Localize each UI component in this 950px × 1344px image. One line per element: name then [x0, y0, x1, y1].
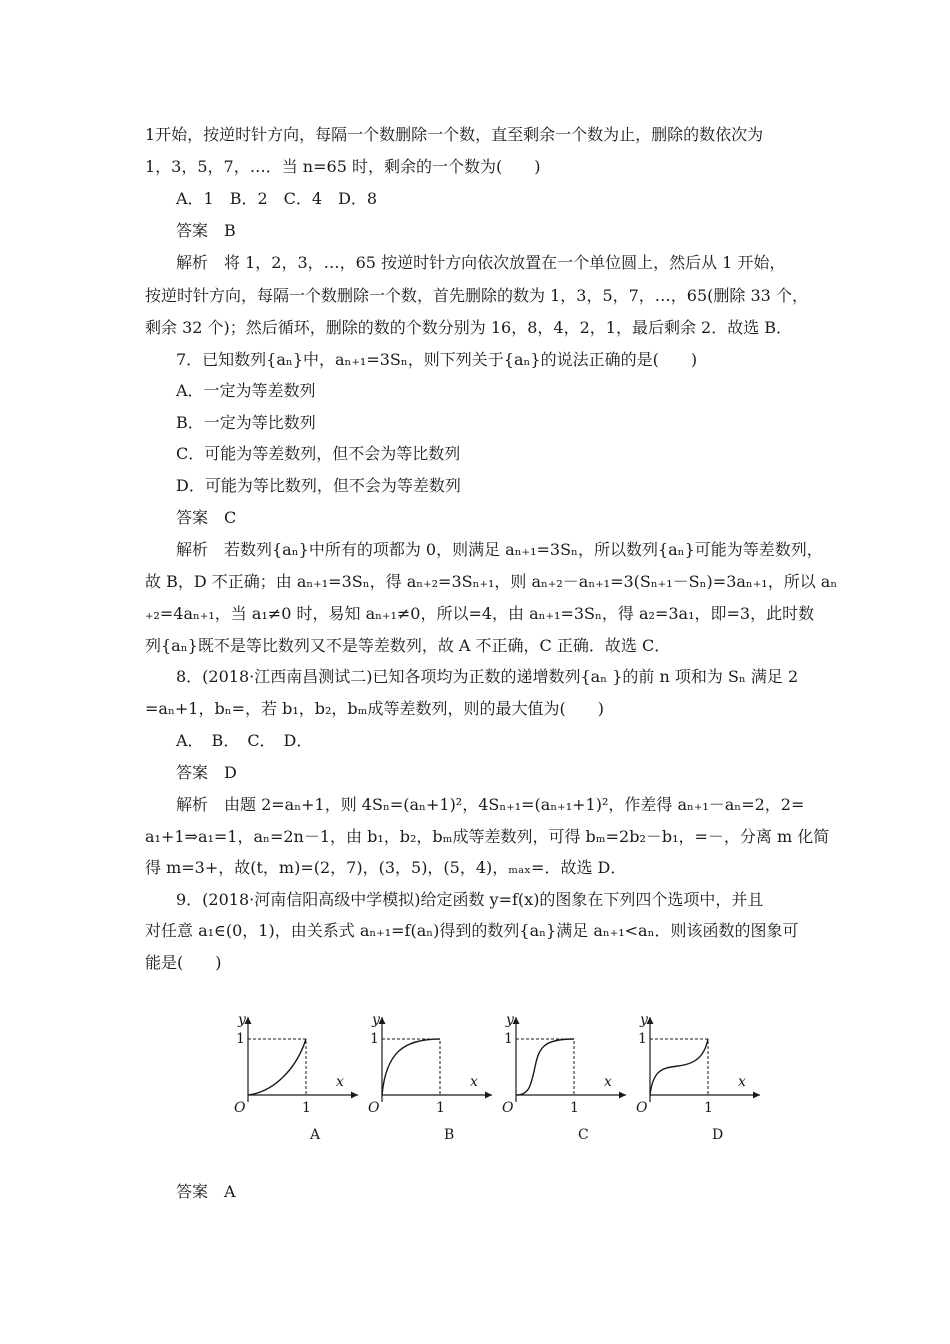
y-one-label: 1	[638, 1031, 647, 1047]
analysis-q6-line1: 解析 将 1，2，3，…，65 按逆时针方向依次放置在一个单位圆上，然后从 1 开始，	[176, 253, 786, 272]
y-axis-label: y	[640, 1012, 648, 1028]
origin-label: O	[368, 1100, 380, 1116]
caption-c: C	[578, 1127, 589, 1143]
q7-option-c: C．可能为等差数列，但不会为等比数列	[176, 444, 461, 463]
x-one-label: 1	[704, 1100, 713, 1116]
x-one-label: 1	[302, 1100, 311, 1116]
analysis-q8-line1: 解析 由题 2=aₙ+1，则 4Sₙ=(aₙ+1)²，4Sₙ₊₁=(aₙ₊₁+1)²，作差得 aₙ₊₁－aₙ=2，2=	[176, 795, 805, 814]
analysis-q7-line2: 故 B，D 不正确；由 aₙ₊₁=3Sₙ，得 aₙ₊₂=3Sₙ₊₁，则 aₙ₊₂－aₙ₊₁=3(Sₙ₊₁－Sₙ)=3aₙ₊₁，所以 aₙ	[145, 572, 838, 591]
y-one-label: 1	[370, 1031, 379, 1047]
text-line-1: 1开始，按逆时针方向，每隔一个数删除一个数，直至剩余一个数为止，删除的数依次为	[145, 125, 764, 144]
options-q6: A．1 B．2 C．4 D．8	[176, 189, 378, 208]
q7-option-a: A．一定为等差数列	[176, 381, 316, 400]
origin-label: O	[636, 1100, 648, 1116]
x-one-label: 1	[570, 1100, 579, 1116]
question-7: 7．已知数列{aₙ}中，aₙ₊₁=3Sₙ，则下列关于{aₙ}的说法正确的是( )	[176, 350, 698, 369]
answer-q8: 答案 D	[176, 763, 237, 782]
analysis-q7-line4: 列{aₙ}既不是等比数列又不是等差数列，故 A 不正确，C 正确．故选 C．	[145, 636, 671, 655]
answer-q6: 答案 B	[176, 221, 236, 240]
caption-d: D	[712, 1127, 724, 1143]
curve-b	[382, 1039, 440, 1095]
x-one-label: 1	[436, 1100, 445, 1116]
function-graph-options	[226, 1012, 766, 1147]
q7-option-b: B．一定为等比数列	[176, 413, 316, 432]
curve-c	[516, 1039, 574, 1095]
question-8-line2: =aₙ+1，bₙ=，若 b₁，b₂，bₘ成等差数列，则的最大值为( )	[145, 699, 604, 718]
question-8-line1: 8．(2018·江西南昌测试二)已知各项均为正数的递增数列{aₙ }的前 n 项和为 Sₙ 满足 2	[176, 667, 799, 686]
x-axis-label: x	[738, 1074, 746, 1090]
y-axis-label: y	[372, 1012, 380, 1028]
answer-q7: 答案 C	[176, 508, 237, 527]
caption-b: B	[444, 1127, 455, 1143]
graphs-svg	[226, 1012, 766, 1147]
analysis-q6-line2: 按逆时针方向，每隔一个数删除一个数，首先删除的数为 1，3，5，7，…，65(删除 33 个，	[145, 286, 808, 305]
analysis-q8-line2: a₁+1⇒a₁=1，aₙ=2n－1，由 b₁，b₂，bₘ成等差数列，可得 bₘ=2b₂－b₁，=－，分离 m 化简	[145, 827, 830, 846]
x-axis-label: x	[604, 1074, 612, 1090]
text-line-2: 1，3，5，7，…．当 n=65 时，剩余的一个数为( )	[145, 157, 541, 176]
answer-q9: 答案 A	[176, 1182, 236, 1201]
graph-b	[368, 1012, 492, 1143]
caption-a: A	[310, 1127, 321, 1143]
y-one-label: 1	[504, 1031, 513, 1047]
q7-option-d: D．可能为等比数列，但不会为等差数列	[176, 476, 461, 495]
q8-options: A． B． C． D．	[176, 731, 313, 750]
analysis-q7-line1: 解析 若数列{aₙ}中所有的项都为 0，则满足 aₙ₊₁=3Sₙ，所以数列{aₙ}可能为等差数列，	[176, 540, 823, 559]
x-axis-label: x	[470, 1074, 478, 1090]
y-axis-label: y	[238, 1012, 246, 1028]
graph-a	[234, 1012, 358, 1143]
y-axis-label: y	[506, 1012, 514, 1028]
y-one-label: 1	[236, 1031, 245, 1047]
graph-d	[636, 1012, 760, 1143]
curve-a	[248, 1039, 306, 1095]
origin-label: O	[502, 1100, 514, 1116]
analysis-q6-line3: 剩余 32 个)；然后循环，删除的数的个数分别为 16，8，4，2，1，最后剩余 2．故选 B．	[145, 318, 793, 337]
question-9-line2: 对任意 a₁∈(0，1)，由关系式 aₙ₊₁=f(aₙ)得到的数列{aₙ}满足 aₙ₊₁<aₙ．则该函数的图象可	[145, 921, 799, 940]
x-axis-label: x	[336, 1074, 344, 1090]
question-9-line3: 能是( )	[145, 953, 222, 972]
analysis-q8-line3: 得 m=3+，故(t，m)=(2，7)，(3，5)，(5，4)，ₘₐₓ=．故选 D．	[145, 858, 627, 877]
question-9-line1: 9．(2018·河南信阳高级中学模拟)给定函数 y=f(x)的图象在下列四个选项中，并且	[176, 890, 764, 909]
graph-c	[502, 1012, 626, 1143]
origin-label: O	[234, 1100, 246, 1116]
analysis-q7-line3: ₊₂=4aₙ₊₁，当 a₁≠0 时，易知 aₙ₊₁≠0，所以=4，由 aₙ₊₁=3Sₙ，得 a₂=3a₁，即=3，此时数	[145, 604, 815, 623]
curve-d	[650, 1039, 708, 1095]
